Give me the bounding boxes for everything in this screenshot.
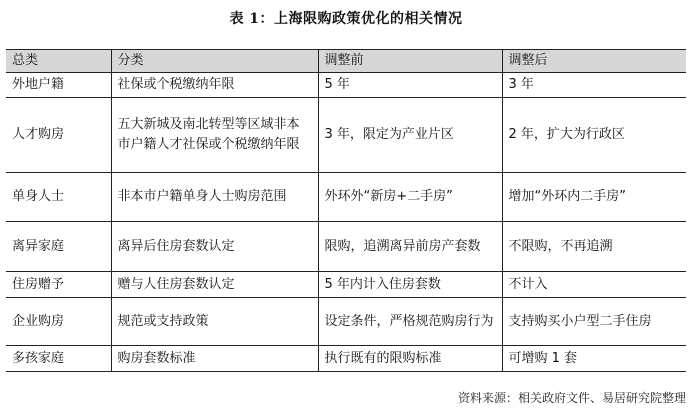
cell-before: 5 年 [318, 73, 502, 98]
table-header-row [6, 50, 686, 73]
cell-subcategory: 购房套数标准 [111, 346, 318, 372]
cell-after: 不计入 [502, 272, 686, 298]
cell-before: 3 年，限定为产业片区 [318, 98, 502, 173]
cell-subcategory: 五大新城及南北转型等区域非本市户籍人才社保或个税缴纳年限 [111, 98, 318, 173]
cell-subcategory: 社保或个税缴纳年限 [111, 73, 318, 98]
cell-before: 外环外“新房+二手房” [318, 173, 502, 222]
cell-after: 2 年，扩大为行政区 [502, 98, 686, 173]
cell-subcategory: 非本市户籍单身人士购房范围 [111, 173, 318, 222]
cell-before: 设定条件，严格规范购房行为 [318, 298, 502, 346]
cell-category: 人才购房 [6, 98, 111, 173]
header-category: 总类 [6, 50, 111, 73]
cell-after: 3 年 [502, 73, 686, 98]
table-row [6, 298, 686, 346]
cell-category: 单身人士 [6, 173, 111, 222]
cell-subcategory: 赠与人住房套数认定 [111, 272, 318, 298]
cell-category: 外地户籍 [6, 73, 111, 98]
cell-subcategory: 离异后住房套数认定 [111, 222, 318, 272]
cell-after: 增加“外环内二手房” [502, 173, 686, 222]
policy-table [6, 49, 686, 372]
cell-before: 限购，追溯离异前房产套数 [318, 222, 502, 272]
cell-after: 不限购，不再追溯 [502, 222, 686, 272]
table-row [6, 222, 686, 272]
cell-category: 多孩家庭 [6, 346, 111, 372]
table-row [6, 98, 686, 173]
table-row [6, 173, 686, 222]
header-before: 调整前 [318, 50, 502, 73]
table-row [6, 73, 686, 98]
cell-after: 可增购 1 套 [502, 346, 686, 372]
header-after: 调整后 [502, 50, 686, 73]
table-row [6, 346, 686, 372]
cell-before: 执行既有的限购标准 [318, 346, 502, 372]
cell-category: 住房赠予 [6, 272, 111, 298]
cell-before: 5 年内计入住房套数 [318, 272, 502, 298]
table-row [6, 272, 686, 298]
cell-after: 支持购买小户型二手住房 [502, 298, 686, 346]
table-title: 表 1：上海限购政策优化的相关情况 [229, 11, 463, 27]
source-note: 资料来源：相关政府文件、易居研究院整理 [457, 391, 686, 405]
cell-category: 企业购房 [6, 298, 111, 346]
header-subcategory: 分类 [111, 50, 318, 73]
cell-subcategory: 规范或支持政策 [111, 298, 318, 346]
cell-category: 离异家庭 [6, 222, 111, 272]
